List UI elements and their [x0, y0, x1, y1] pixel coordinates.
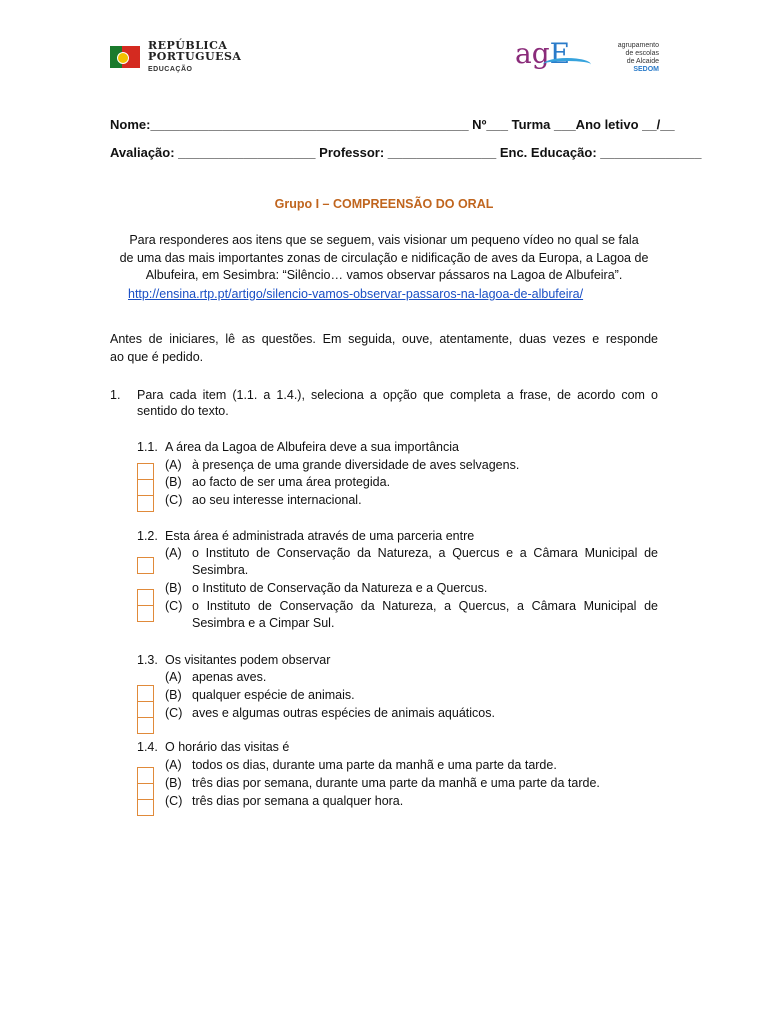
- school-group-logo: [515, 38, 660, 74]
- school-logo-line-2: de escolas: [625, 50, 659, 57]
- logo-line-2: PORTUGUESA: [148, 49, 242, 63]
- intro-line-2: de uma das mais importantes zonas de circulação e nidificação de aves da Europa, a Lagoa de: [119, 251, 649, 265]
- option-text: o Instituto de Conservação da Natureza, a Quercus, a Câmara Municipal de: [192, 599, 658, 613]
- option-letter: (A): [165, 670, 182, 684]
- intro-line-1: Para responderes aos itens que se seguem, vais visionar um pequeno vídeo no qual se fala: [129, 233, 639, 247]
- option-text: qualquer espécie de animais.: [192, 688, 355, 702]
- answer-checkbox[interactable]: [137, 557, 154, 574]
- wave-icon: [543, 58, 591, 71]
- answer-checkbox[interactable]: [137, 479, 154, 496]
- item-number: 1.3.: [137, 653, 158, 667]
- school-logo-line-1: agrupamento: [617, 42, 659, 49]
- logo-line-1: REPÚBLICA: [148, 38, 228, 52]
- answer-checkbox[interactable]: [137, 495, 154, 512]
- school-logo-mark: agE: [515, 37, 571, 70]
- answer-checkbox[interactable]: [137, 717, 154, 734]
- option-letter: (C): [165, 599, 183, 613]
- name-field-line[interactable]: Nome:____________________________________________ Nº___ Turma ___Ano letivo __/__: [110, 117, 675, 132]
- option-letter: (B): [165, 688, 182, 702]
- option-text: ao seu interesse internacional.: [192, 493, 362, 507]
- option-letter: (A): [165, 758, 182, 772]
- option-text: ao facto de ser uma área protegida.: [192, 475, 391, 489]
- option-text: apenas aves.: [192, 670, 267, 684]
- portugal-flag-icon: [110, 46, 140, 68]
- option-letter: (B): [165, 475, 182, 489]
- option-text: à presença de uma grande diversidade de aves selvagens.: [192, 458, 520, 472]
- option-text-continued: Sesimbra.: [192, 563, 249, 577]
- item-stem: A área da Lagoa de Albufeira deve a sua importância: [165, 440, 459, 454]
- option-text-continued: Sesimbra e a Cimpar Sul.: [192, 616, 335, 630]
- option-letter: (B): [165, 581, 182, 595]
- republica-portuguesa-logo: [110, 40, 255, 74]
- question-number: 1.: [110, 388, 121, 402]
- logo-line-3: EDUCAÇÃO: [148, 65, 193, 73]
- answer-checkbox[interactable]: [137, 605, 154, 622]
- school-logo-code: SEDOM: [633, 66, 659, 73]
- option-text: aves e algumas outras espécies de animais aquáticos.: [192, 706, 495, 720]
- evaluation-field-line[interactable]: Avaliação: ___________________ Professor: _______________ Enc. Educação: ______________: [110, 145, 702, 160]
- instructions-line-2: ao que é pedido.: [110, 350, 204, 364]
- item-stem: O horário das visitas é: [165, 740, 290, 754]
- answer-checkbox[interactable]: [137, 463, 154, 480]
- option-letter: (A): [165, 458, 182, 472]
- option-text: três dias por semana a qualquer hora.: [192, 794, 404, 808]
- option-letter: (C): [165, 706, 183, 720]
- item-stem: Os visitantes podem observar: [165, 653, 331, 667]
- option-letter: (B): [165, 776, 182, 790]
- answer-checkbox[interactable]: [137, 589, 154, 606]
- answer-checkbox[interactable]: [137, 701, 154, 718]
- item-number: 1.2.: [137, 529, 158, 543]
- option-text: o Instituto de Conservação da Natureza, a Quercus e a Câmara Municipal de: [192, 546, 658, 560]
- instructions-line-1: Antes de iniciares, lê as questões. Em seguida, ouve, atentamente, duas vezes e responde: [110, 332, 658, 346]
- answer-checkbox[interactable]: [137, 799, 154, 816]
- item-stem: Esta área é administrada através de uma parceria entre: [165, 529, 475, 543]
- item-number: 1.4.: [137, 740, 158, 754]
- school-logo-line-3: de Alcaide: [626, 58, 659, 65]
- intro-line-3: Albufeira, em Sesimbra: “Silêncio… vamos observar pássaros na Lagoa de Albufeira”.: [145, 268, 623, 282]
- option-text: o Instituto de Conservação da Natureza e a Quercus.: [192, 581, 488, 595]
- answer-checkbox[interactable]: [137, 767, 154, 784]
- option-letter: (C): [165, 794, 183, 808]
- option-text: três dias por semana, durante uma parte da manhã e uma parte da tarde.: [192, 776, 600, 790]
- option-letter: (A): [165, 546, 182, 560]
- answer-checkbox[interactable]: [137, 685, 154, 702]
- video-link[interactable]: http://ensina.rtp.pt/artigo/silencio-vamos-observar-passaros-na-lagoa-de-albufeira/: [128, 287, 584, 301]
- section-title: Grupo I – COMPREENSÃO DO ORAL: [274, 197, 494, 211]
- question-line-1: Para cada item (1.1. a 1.4.), seleciona a opção que completa a frase, de acordo com o: [137, 388, 658, 402]
- question-line-2: sentido do texto.: [137, 404, 229, 418]
- option-letter: (C): [165, 493, 183, 507]
- item-number: 1.1.: [137, 440, 158, 454]
- option-text: todos os dias, durante uma parte da manhã e uma parte da tarde.: [192, 758, 557, 772]
- answer-checkbox[interactable]: [137, 783, 154, 800]
